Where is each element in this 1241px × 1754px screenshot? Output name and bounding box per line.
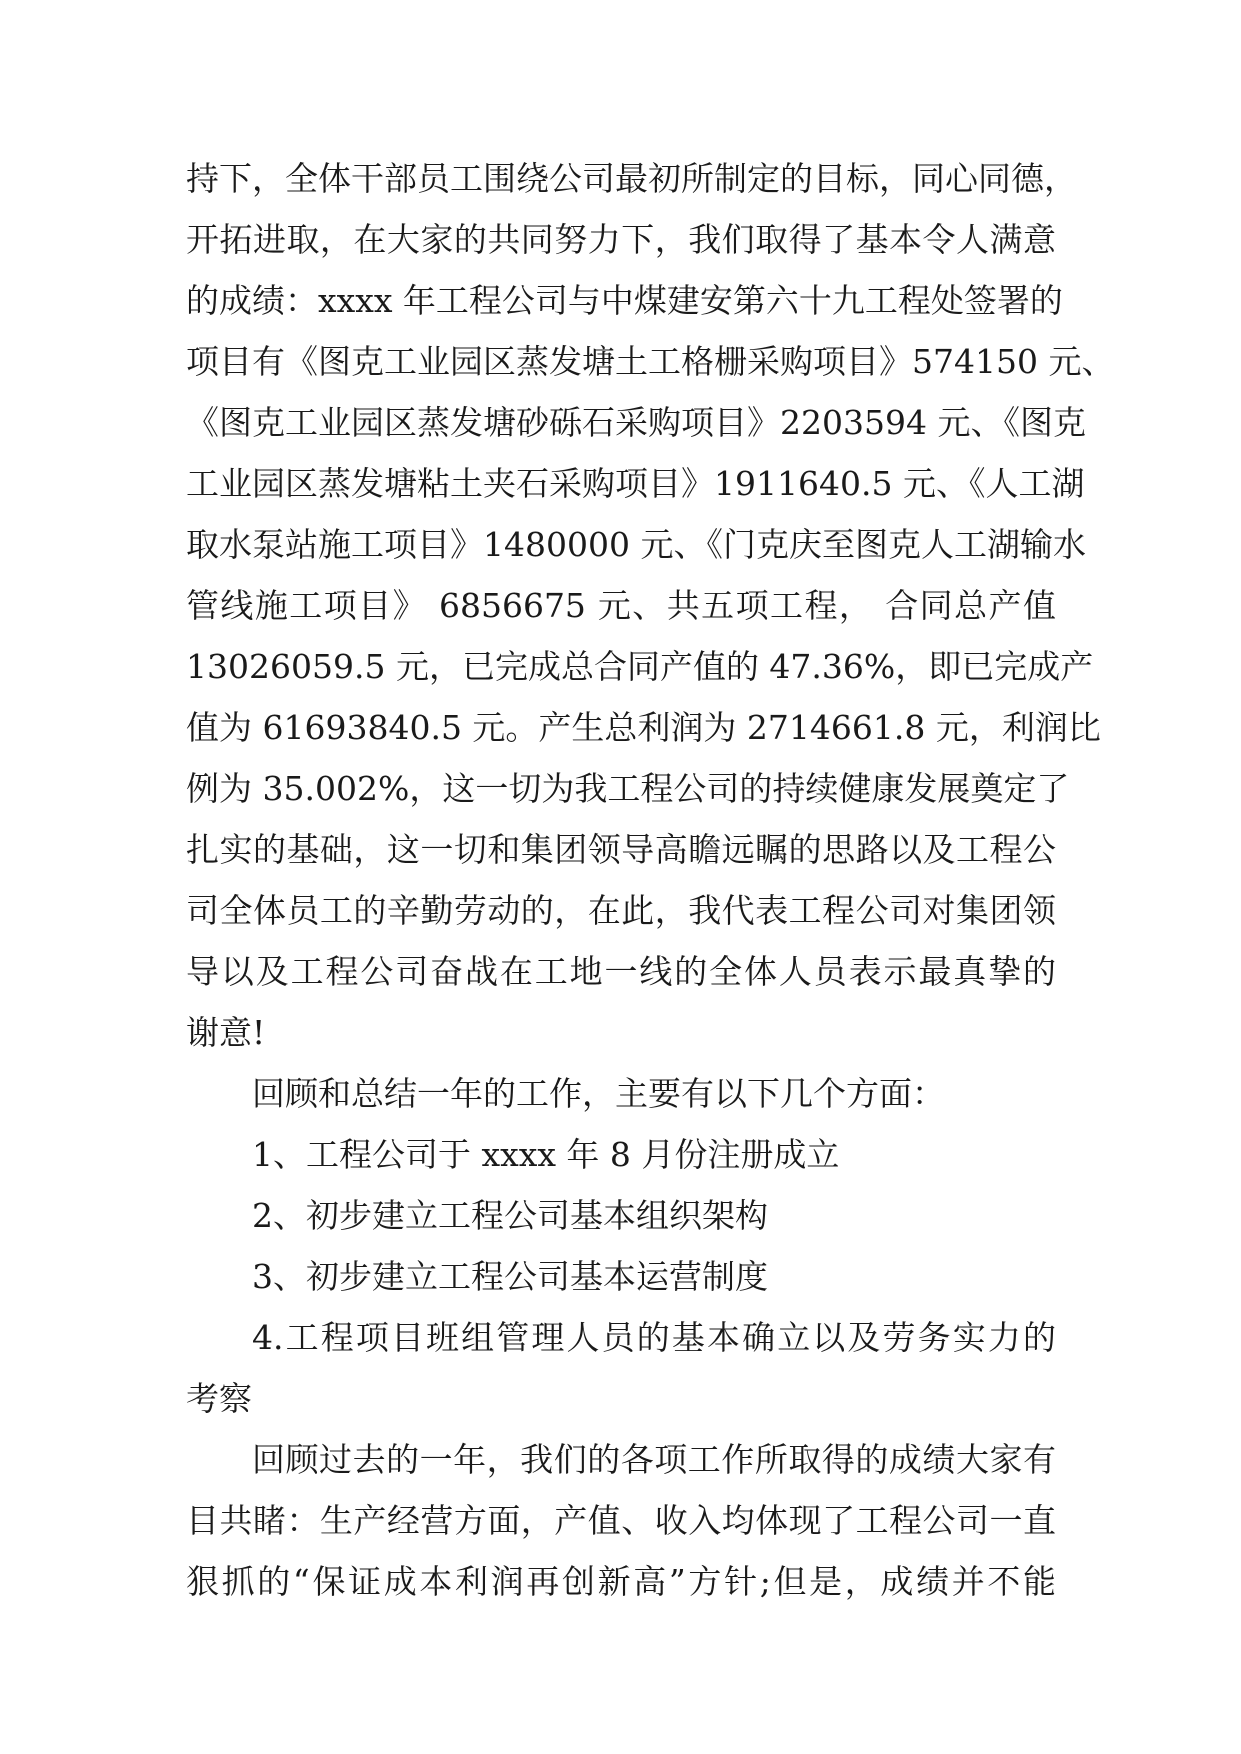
text-line: 《图克工业园区蒸发塘砂砾石采购项目》2203594 元、《图克 — [186, 403, 1086, 442]
text-line: 取水泵站施工项目》1480000 元、《门克庆至图克人工湖输水 — [186, 525, 1086, 564]
text-line: 回顾和总结一年的工作，主要有以下几个方面： — [252, 1074, 945, 1113]
text-line: 管线施工项目》 6856675 元、共五项工程， 合同总产值 — [186, 586, 1056, 625]
text-line: 例为 35.002%，这一切为我工程公司的持续健康发展奠定了 — [186, 769, 1070, 808]
text-line: 4.工程项目班组管理人员的基本确立以及劳务实力的 — [252, 1318, 1056, 1357]
text-line: 考察 — [186, 1379, 252, 1418]
text-line: 的成绩：xxxx 年工程公司与中煤建安第六十九工程处签署的 — [186, 281, 1063, 320]
text-line: 司全体员工的辛勤劳动的，在此，我代表工程公司对集团领 — [186, 891, 1056, 930]
text-line: 1、工程公司于 xxxx 年 8 月份注册成立 — [252, 1135, 840, 1174]
text-line: 导以及工程公司奋战在工地一线的全体人员表示最真挚的 — [186, 952, 1056, 991]
text-line: 项目有《图克工业园区蒸发塘土工格栅采购项目》574150 元、 — [186, 342, 1115, 381]
text-line: 扎实的基础，这一切和集团领导高瞻远瞩的思路以及工程公 — [186, 830, 1056, 869]
text-line: 13026059.5 元，已完成总合同产值的 47.36%，即已完成产 — [186, 647, 1094, 686]
text-line: 2、初步建立工程公司基本组织架构 — [252, 1196, 768, 1235]
text-line: 开拓进取，在大家的共同努力下，我们取得了基本令人满意 — [186, 220, 1056, 259]
text-line: 回顾过去的一年，我们的各项工作所取得的成绩大家有 — [252, 1440, 1056, 1479]
text-line: 谢意! — [186, 1013, 266, 1052]
text-line: 狠抓的“保证成本利润再创新高”方针;但是，成绩并不能 — [186, 1562, 1056, 1601]
text-line: 工业园区蒸发塘粘土夹石采购项目》1911640.5 元、《人工湖 — [186, 464, 1085, 503]
text-line: 3、初步建立工程公司基本运营制度 — [252, 1257, 768, 1296]
text-line: 目共睹：生产经营方面，产值、收入均体现了工程公司一直 — [186, 1501, 1056, 1540]
text-line: 持下，全体干部员工围绕公司最初所制定的目标，同心同德， — [186, 159, 1077, 198]
text-line: 值为 61693840.5 元。产生总利润为 2714661.8 元，利润比 — [186, 708, 1101, 747]
document-body — [186, 148, 1115, 1612]
